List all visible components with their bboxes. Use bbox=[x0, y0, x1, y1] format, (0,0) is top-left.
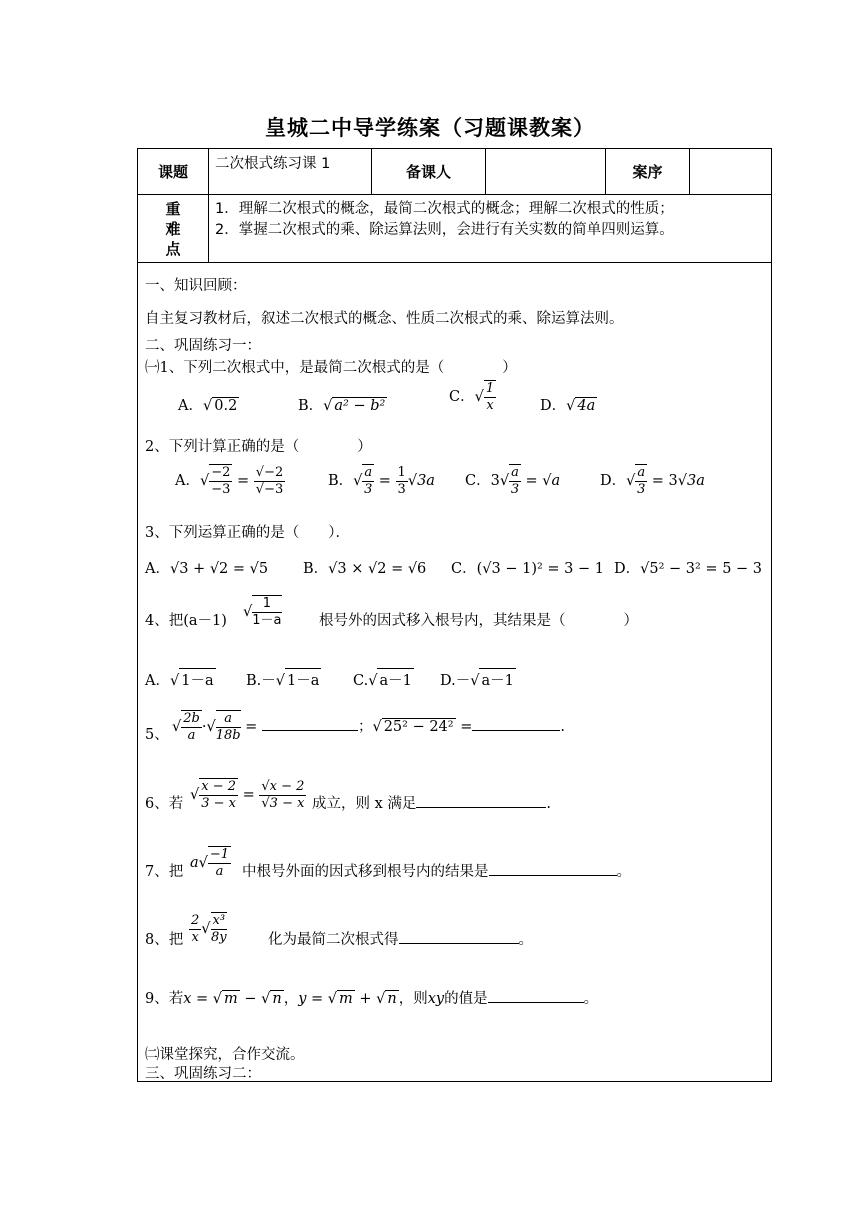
q5-blank-2[interactable] bbox=[472, 730, 560, 731]
header-table bbox=[137, 148, 772, 263]
practice2-heading: 三、巩固练习二： bbox=[145, 1066, 261, 1082]
focus-label: 重 难 点 bbox=[138, 195, 209, 263]
q7-expr: a√ $\frac{-1}{a}$ bbox=[190, 847, 230, 879]
explore-text: ㈡课堂探究，合作交流。 bbox=[145, 1047, 305, 1063]
q5-blank-1[interactable] bbox=[262, 730, 358, 731]
q4-option-a: A．√ 1－a bbox=[145, 668, 216, 690]
q1-text: ㈠1、下列二次根式中，是最简二次根式的是（ ） bbox=[145, 360, 517, 376]
q7-text-post: 中根号外面的因式移到根号内的结果是 。 bbox=[242, 864, 631, 880]
q1-option-c: C．√ $\frac{1}{x}$ bbox=[449, 381, 495, 413]
topic-value: 二次根式练习课 1 bbox=[209, 149, 372, 195]
q2-option-c: C．3√ $\frac{a}{3}$ = √a bbox=[465, 465, 561, 497]
review-text: 自主复习教材后，叙述二次根式的概念、性质二次根式的乘、除运算法则。 bbox=[145, 311, 624, 327]
q4-option-b: B.－√ 1－a bbox=[246, 668, 321, 690]
q1-option-a: A．√ 0.2 bbox=[178, 398, 238, 414]
q8-label: 8、把 bbox=[145, 932, 184, 948]
q9-blank[interactable] bbox=[488, 1002, 584, 1003]
q4-text-post: 根号外的因式移入根号内，其结果是（ ） bbox=[319, 613, 638, 629]
q6-blank[interactable] bbox=[416, 807, 546, 808]
q2-option-a: A．√ $\frac{-2}{-3}$ = $\frac{√-2}{√-3}$ bbox=[175, 464, 284, 497]
q6-label: 6、若 bbox=[145, 796, 184, 812]
q1-a-radicand: 0.2 bbox=[214, 398, 238, 414]
page-title: 皇城二中导学练案（习题课教案） bbox=[265, 116, 595, 140]
q3-option-b: B．√3 × √2 = √6 bbox=[303, 561, 427, 577]
q4-text-pre: 4、把(a－1) bbox=[145, 613, 227, 629]
q4-option-c: C.√ a－1 bbox=[353, 668, 414, 690]
practice1-heading: 二、巩固练习一： bbox=[145, 338, 261, 354]
q5-label: 5、 bbox=[145, 727, 169, 743]
focus-item-1: 1．理解二次根式的概念，最简二次根式的概念；理解二次根式的性质； bbox=[215, 201, 674, 217]
q3-option-d: D．√5² − 3² = 5 − 3 bbox=[614, 561, 763, 577]
case-value bbox=[690, 149, 772, 195]
q9-text: 9、若x = √ m − √ n ，y = √ m + √ n ，则xy的值是 。 bbox=[145, 991, 599, 1007]
focus-content bbox=[209, 195, 772, 263]
q3-option-a: A．√3 + √2 = √5 bbox=[145, 561, 269, 577]
q3-text: 3、下列运算正确的是（ ）． bbox=[145, 525, 350, 541]
q2-option-b: B．√ $\frac{a}{3}$ = $\frac{1}{3}$ √3a bbox=[328, 464, 435, 497]
q4-radical: √ $\frac{1}{1-a}$ bbox=[243, 596, 282, 628]
preparer-label: 备课人 bbox=[372, 149, 486, 195]
q6-expr: √ $\frac{x - 2}{3 - x}$ = $\frac{√x - 2}{√3 - x}$ bbox=[190, 778, 305, 811]
preparer-value bbox=[486, 149, 606, 195]
topic-label: 课题 bbox=[138, 149, 209, 195]
q1-option-d: D．√ 4a bbox=[540, 398, 596, 414]
q6-text-post: 成立，则 x 满足 . bbox=[312, 796, 552, 812]
q2-text: 2、下列计算正确的是（ ） bbox=[145, 439, 372, 455]
case-label: 案序 bbox=[606, 149, 690, 195]
q1-option-b: B．√ a² − b² bbox=[298, 398, 386, 414]
q7-blank[interactable] bbox=[489, 875, 617, 876]
q8-expr: $\frac{2}{x}$ √ $\frac{\text{x³}}{8y}$ bbox=[191, 912, 227, 945]
q8-blank[interactable] bbox=[399, 943, 519, 944]
focus-item-2: 2．掌握二次根式的乘、除运算法则，会进行有关实数的简单四则运算。 bbox=[215, 222, 674, 238]
review-heading: 一、知识回顾： bbox=[145, 278, 247, 294]
q5-expr: √ $\frac{2b}{a}$ ·√ $\frac{a}{18b}$ = ；√ 25² − 24² = . bbox=[172, 711, 565, 743]
q2-option-d: D．√ $\frac{a}{3}$ = 3√3a bbox=[600, 465, 705, 497]
q4-option-d: D.－√ a－1 bbox=[440, 668, 516, 690]
q3-option-c: C．(√3 − 1)² = 3 − 1 bbox=[451, 561, 604, 577]
q8-text-post: 化为最简二次根式得 。 bbox=[268, 932, 533, 948]
q7-label: 7、把 bbox=[145, 864, 184, 880]
